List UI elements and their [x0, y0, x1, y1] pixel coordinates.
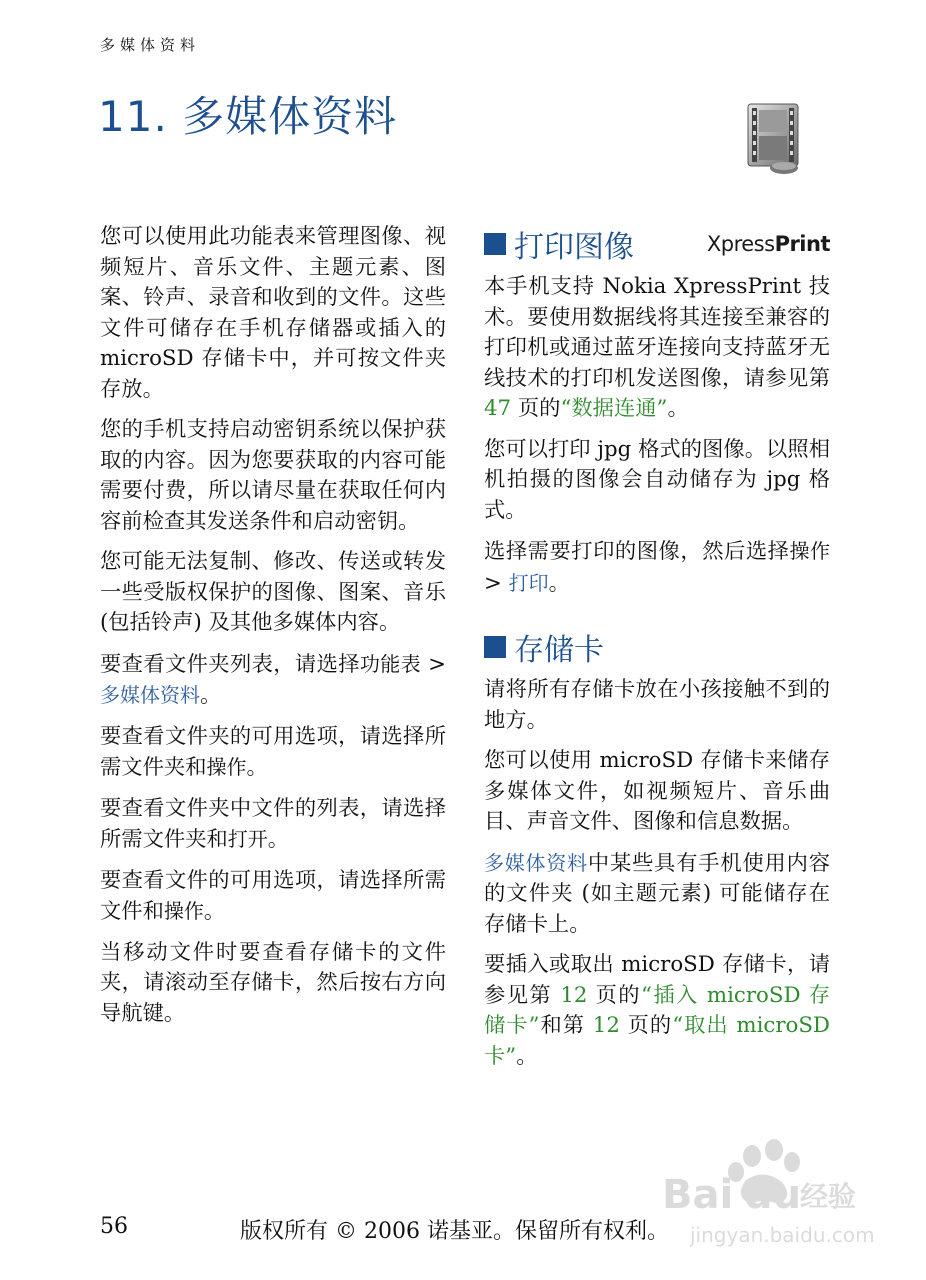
text: 要查看文件夹列表，请选择: [100, 651, 360, 677]
text: 页的: [619, 1013, 673, 1038]
menu-item: 打印: [508, 570, 549, 595]
baidu-jingyan-watermark: [660, 1138, 890, 1268]
left-column: [100, 222, 446, 1039]
svg-text:Bai: Bai: [662, 1172, 734, 1218]
file-list-paragraph: [100, 794, 446, 856]
film-strip-gallery-icon: [742, 100, 804, 180]
menu-item: 多媒体资料: [100, 683, 200, 707]
text: 要插入或取出 microSD 存储卡，请参见第: [484, 952, 830, 1008]
heading-square-icon: [484, 636, 506, 658]
memory-card-heading-text: 存储卡: [514, 633, 604, 668]
text: 。: [200, 683, 222, 708]
menu-item: 多媒体资料: [484, 850, 588, 875]
text: 。: [246, 755, 268, 780]
menu-item: 操作: [789, 539, 830, 563]
page-number: 56: [100, 1214, 128, 1239]
logo-bold: Print: [774, 232, 830, 256]
svg-text:du: du: [744, 1172, 802, 1218]
text: 中某些具有手机使用内容的文件夹 (如主题元素) 可能储存在存储卡上。: [484, 850, 830, 937]
separator: >: [421, 651, 446, 677]
page-ref: 12: [560, 982, 588, 1008]
microsd-usage-paragraph: 您可以使用 microSD 存储卡来储存多媒体文件，如视频短片、音乐曲目、声音文件、图像和信息数据。: [484, 748, 830, 834]
text: 要查看文件夹的可用选项，请选择所需文件夹和: [100, 723, 446, 780]
xpressprint-paragraph: [484, 272, 830, 425]
text: 要查看文件夹中文件的列表，请选择所需文件夹和: [100, 795, 446, 852]
jpg-paragraph: 您可以打印 jpg 格式的图像。以照相机拍摄的图像会自动储存为 jpg 格式。: [484, 436, 830, 523]
move-files-paragraph: 当移动文件时要查看存储卡的文件夹，请滚动至存储卡，然后按右方向导航键。: [100, 939, 446, 1026]
file-options-paragraph: [100, 866, 446, 928]
text: 。: [667, 396, 689, 421]
menu-item: 功能表: [359, 651, 422, 676]
xpressprint-logo: [707, 232, 830, 256]
svg-text:jingyan.baidu.com: jingyan.baidu.com: [690, 1223, 875, 1247]
folder-options-paragraph: [100, 722, 446, 784]
text: 。: [548, 570, 570, 596]
page-ref: 12: [592, 1013, 620, 1038]
memory-card-section-heading: [484, 625, 830, 669]
text: 。: [267, 827, 290, 852]
gallery-folders-paragraph: [484, 848, 830, 941]
text: 本手机支持 Nokia XpressPrint 技术。要使用数据线将其连接至兼容的打印机或通过蓝牙连接向支持蓝牙无线技术的打印机发送图像，请参见第: [484, 274, 830, 391]
print-heading-text: 打印图像: [514, 230, 634, 265]
menu-item: 操作: [163, 899, 204, 923]
intro-paragraph: 您可以使用此功能表来管理图像、视频短片、音乐文件、主题元素、图案、铃声、录音和收到的文件。这些文件可储存在手机存储器或插入的 microSD 存储卡中，并可按文件夹存放。: [100, 224, 446, 402]
running-head: 多媒体资料: [100, 36, 201, 54]
copyright-paragraph: 您可能无法复制、修改、传送或转发一些受版权保护的图像、图案、音乐 (包括铃声) 及其他多媒体内容。: [100, 549, 446, 635]
text: 选择需要打印的图像，然后选择: [484, 539, 790, 564]
data-connectivity-link[interactable]: “数据连通”: [560, 396, 668, 421]
right-column: [484, 222, 830, 1082]
svg-text:经验: 经验: [800, 1180, 857, 1213]
heading-square-icon: [484, 233, 506, 255]
activation-key-paragraph: 您的手机支持启动密钥系统以保护获取的内容。因为您要获取的内容可能需要付费，所以请尽量在获取任何内容前检查其发送条件和启动密钥。: [100, 417, 446, 534]
footer-copyright: 版权所有 © 2006 诺基亚。保留所有权利。: [240, 1219, 669, 1244]
folder-list-paragraph: [100, 649, 446, 712]
menu-item: 操作: [206, 755, 247, 779]
remove-microsd-link[interactable]: “取出 microSD 卡”: [484, 1013, 830, 1069]
text: 页的: [587, 982, 642, 1008]
text: 要查看文件的可用选项，请选择所需文件和: [100, 867, 446, 924]
insert-microsd-link[interactable]: “插入 microSD 存储卡”: [484, 982, 831, 1038]
print-select-paragraph: [484, 536, 830, 599]
menu-item: 打开: [227, 827, 268, 851]
text: 和第: [539, 1013, 593, 1038]
chapter-title: 11. 多媒体资料: [98, 92, 398, 141]
logo-light: Xpress: [706, 232, 775, 256]
child-safety-paragraph: 请将所有存储卡放在小孩接触不到的地方。: [484, 677, 830, 733]
text: 页的: [511, 396, 561, 421]
text: 。: [203, 899, 226, 924]
print-section-heading: [484, 222, 830, 266]
page-ref: 47: [484, 396, 512, 421]
text: 。: [516, 1043, 538, 1069]
insert-remove-paragraph: [484, 950, 830, 1072]
separator: >: [484, 570, 509, 596]
